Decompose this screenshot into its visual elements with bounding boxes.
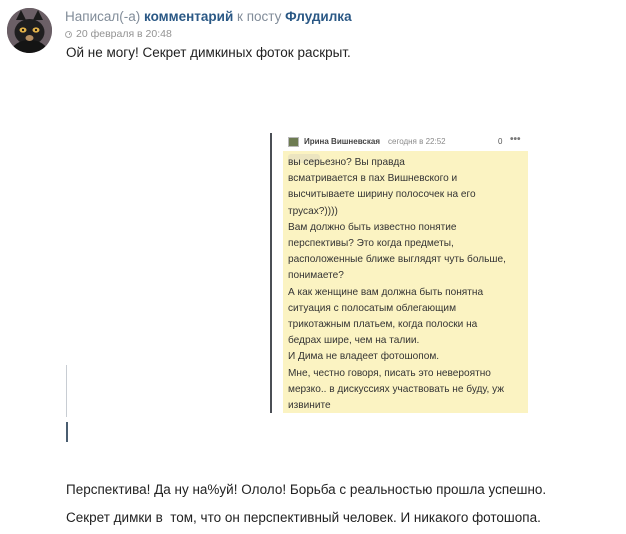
quoted-time: сегодня в 22:52 <box>388 137 446 146</box>
post-text-bottom-2: Секрет димки в том, что он перспективный человек. И никакого фотошопа. <box>66 510 541 525</box>
author-prefix: Написал(-а) <box>65 9 141 24</box>
post-text-top: Ой не могу! Секрет димкиных фоток раскрыт. <box>66 45 351 60</box>
attachment-marker <box>66 422 68 442</box>
quoted-likes: 0 <box>498 137 503 146</box>
topic-link[interactable]: Флудилка <box>285 9 352 24</box>
user-avatar[interactable] <box>7 8 52 53</box>
post-text-bottom-1: Перспектива! Да ну на%уй! Ололо! Борьба с реальностью прошла успешно. <box>66 482 547 497</box>
comment-link[interactable]: комментарий <box>144 9 234 24</box>
header-middle-text: к посту <box>237 9 282 24</box>
quoted-comment-screenshot[interactable] <box>283 133 528 413</box>
timestamp-text[interactable]: 20 февраля в 20:48 <box>76 28 172 40</box>
cat-avatar-icon <box>7 8 52 53</box>
attachment-divider <box>66 365 67 417</box>
quoted-comment-body: вы серьезно? Вы правда всматривается в пах Вишневского и высчитываете ширину полосочек на его трусах?)))) Вам должно быть известно понятие перспективы? Это когда предметы, расположенные ближе выглядят чуть больше, понимаете? А как женщине вам должна быть понятна ситуация с полосатым облегающим трикотажным платьем, когда полоски на бедрах шире, чем на талии. И Дима не владеет фотошопом. Мне, честно говоря, писать это невероятно мерзко.. в дискуссиях участвовать не буду, уж извините <box>288 157 506 412</box>
post-time <box>65 28 172 40</box>
quoted-comment-header <box>283 133 528 151</box>
quote-bar <box>270 133 272 413</box>
post-header <box>65 9 352 24</box>
more-icon: ••• <box>510 134 521 145</box>
clock-icon <box>65 31 72 38</box>
quoted-author-avatar <box>288 137 299 147</box>
quoted-author-name: Ирина Вишневская <box>304 137 380 146</box>
